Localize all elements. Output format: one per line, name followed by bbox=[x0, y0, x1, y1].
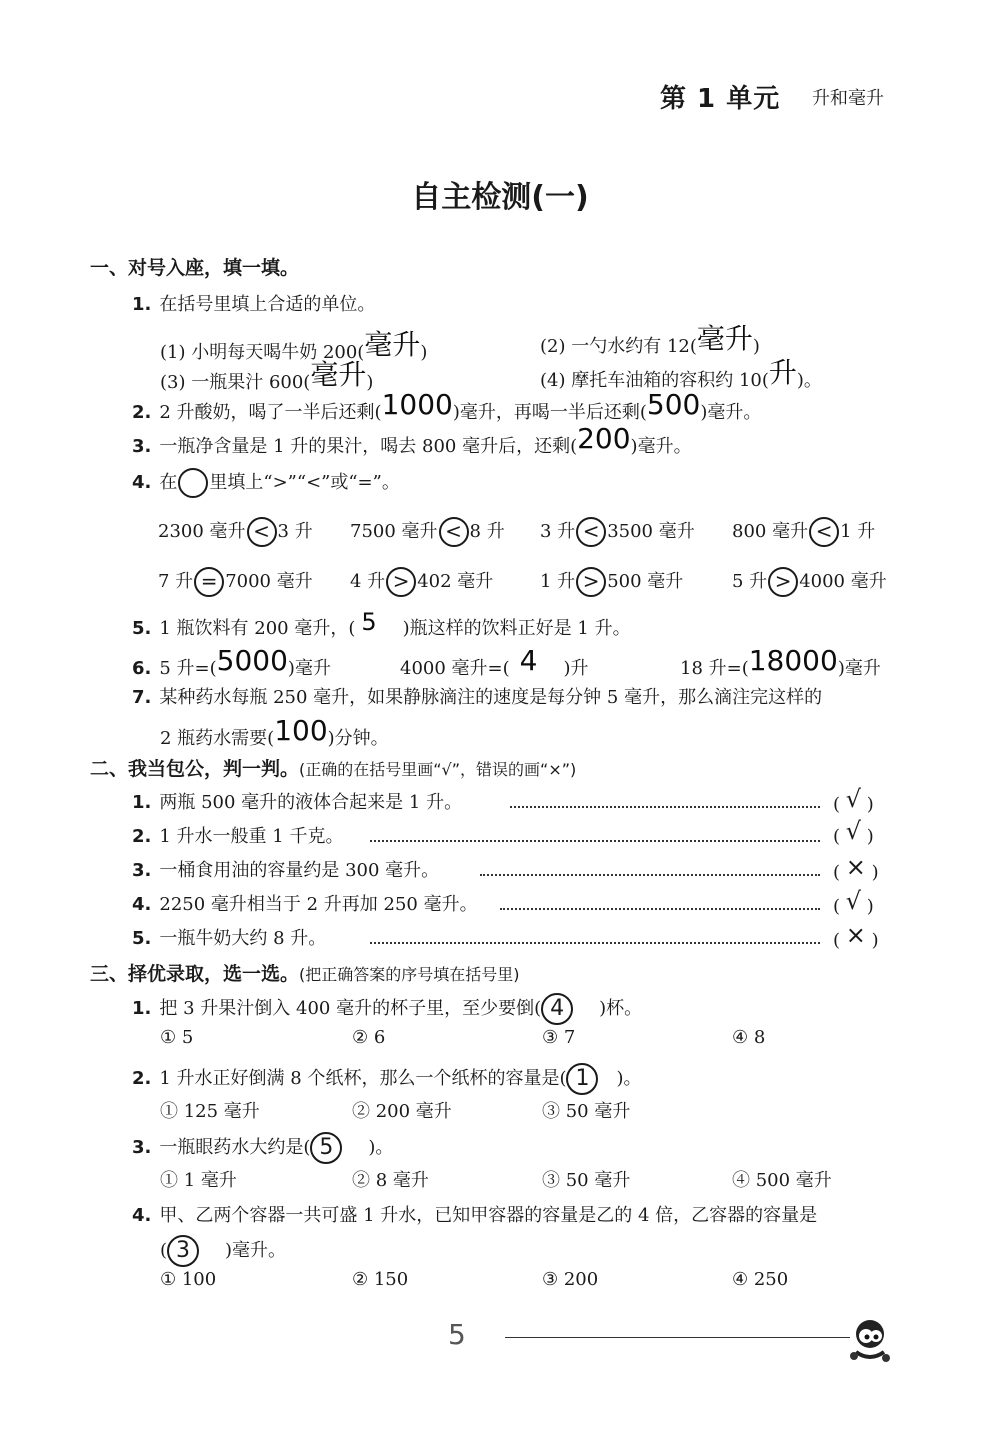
option: ① 1 毫升 bbox=[160, 1170, 237, 1191]
footer-rule bbox=[505, 1337, 850, 1338]
option: ② 6 bbox=[352, 1027, 386, 1048]
s1-q6-b: 4000 毫升=( 4 )升 bbox=[400, 644, 589, 679]
option: ① 125 毫升 bbox=[160, 1101, 260, 1122]
compare-item: 4 升 > 402 毫升 bbox=[350, 567, 493, 597]
option: ② 150 bbox=[352, 1269, 409, 1290]
dotted-leader bbox=[500, 908, 820, 910]
circled-answer: 1 bbox=[566, 1063, 598, 1095]
judge-answer: ( √ ) bbox=[833, 887, 874, 917]
dotted-leader bbox=[510, 806, 820, 808]
handwritten-answer: 18000 bbox=[748, 644, 838, 677]
s1-q2: 2. 2 升酸奶，喝了一半后还剩(1000)毫升，再喝一半后还剩(500)毫升。 bbox=[132, 388, 762, 423]
handwritten-answer: 5000 bbox=[216, 644, 288, 677]
judge-item: 5. 一瓶牛奶大约 8 升。 bbox=[132, 928, 327, 949]
s1-q7-line1: 7. 某种药水每瓶 250 毫升，如果静脉滴注的速度是每分钟 5 毫升，那么滴注完这样的 bbox=[132, 687, 823, 708]
s1-q1-item-2: (2) 一勺水约有 12(毫升) bbox=[540, 322, 760, 357]
handwritten-answer: 1000 bbox=[381, 388, 453, 421]
s1-q7-line2: 2 瓶药水需要(100)分钟。 bbox=[160, 714, 389, 749]
s1-q3: 3. 一瓶净含量是 1 升的果汁，喝去 800 毫升后，还剩(200)毫升。 bbox=[132, 422, 692, 457]
option: ③ 50 毫升 bbox=[542, 1101, 631, 1122]
judge-answer: ( × ) bbox=[833, 921, 879, 951]
judge-answer: ( √ ) bbox=[833, 785, 874, 815]
s1-q1-item-4: (4) 摩托车油箱的容积约 10(升)。 bbox=[540, 356, 822, 391]
handwritten-answer: 100 bbox=[274, 714, 328, 747]
compare-item: 1 升 > 500 毫升 bbox=[540, 567, 683, 597]
option: ① 100 bbox=[160, 1269, 217, 1290]
compare-item: 2300 毫升 < 3 升 bbox=[158, 517, 313, 547]
handwritten-answer: 5 bbox=[361, 608, 377, 636]
judge-answer: ( √ ) bbox=[833, 817, 874, 847]
option: ④ 500 毫升 bbox=[732, 1170, 832, 1191]
s3-q2: 2. 1 升水正好倒满 8 个纸杯，那么一个纸杯的容量是( 1 )。 bbox=[132, 1063, 642, 1095]
option: ② 8 毫升 bbox=[352, 1170, 429, 1191]
circled-answer: 4 bbox=[541, 993, 573, 1025]
s1-q6-a: 6. 5 升=(5000)毫升 bbox=[132, 644, 331, 679]
page-number: 5 bbox=[448, 1318, 466, 1351]
s1-q1-item-3: (3) 一瓶果汁 600(毫升) bbox=[160, 358, 374, 393]
handwritten-answer: 毫升 bbox=[310, 358, 367, 391]
section-2-heading: 二、我当包公，判一判。(正确的在括号里画“√”，错误的画“×”) bbox=[90, 758, 577, 780]
handwritten-answer: 毫升 bbox=[364, 328, 421, 361]
s1-q6-c: 18 升=(18000)毫升 bbox=[680, 644, 881, 679]
s1-q1-item-1: (1) 小明每天喝牛奶 200(毫升) bbox=[160, 328, 428, 363]
handwritten-answer: 500 bbox=[646, 388, 701, 421]
s3-q1: 1. 把 3 升果汁倒入 400 毫升的杯子里，至少要倒( 4 )杯。 bbox=[132, 993, 642, 1025]
s3-q4-line2: ( 3 )毫升。 bbox=[160, 1235, 286, 1267]
s3-q4-line1: 4. 甲、乙两个容器一共可盛 1 升水，已知甲容器的容量是乙的 4 倍，乙容器的容量是 bbox=[132, 1205, 818, 1226]
option: ④ 8 bbox=[732, 1027, 766, 1048]
judge-item: 3. 一桶食用油的容量约是 300 毫升。 bbox=[132, 860, 440, 881]
page-title: 自主检测(一) bbox=[411, 180, 589, 215]
section-3-heading: 三、择优录取，选一选。(把正确答案的序号填在括号里) bbox=[90, 963, 520, 985]
compare-item: 7500 毫升 < 8 升 bbox=[350, 517, 505, 547]
handwritten-answer: 200 bbox=[577, 422, 631, 455]
option: ④ 250 bbox=[732, 1269, 789, 1290]
unit-label: 第 1 单元 bbox=[660, 84, 781, 114]
s3-q3: 3. 一瓶眼药水大约是( 5 )。 bbox=[132, 1132, 393, 1164]
option: ③ 200 bbox=[542, 1269, 599, 1290]
compare-item: 7 升 = 7000 毫升 bbox=[158, 567, 313, 597]
judge-item: 1. 两瓶 500 毫升的液体合起来是 1 升。 bbox=[132, 792, 463, 813]
section-1-heading: 一、对号入座，填一填。 bbox=[90, 257, 300, 279]
handwritten-answer: 升 bbox=[768, 356, 797, 389]
s1-q4-stem: 4. 在 里填上“>”“<”或“=”。 bbox=[132, 468, 400, 498]
judge-item: 4. 2250 毫升相当于 2 升再加 250 毫升。 bbox=[132, 894, 478, 915]
handwritten-answer: 4 bbox=[519, 644, 538, 677]
compare-item: 3 升 < 3500 毫升 bbox=[540, 517, 695, 547]
s1-q5: 5. 1 瓶饮料有 200 毫升，( 5 )瓶这样的饮料正好是 1 升。 bbox=[132, 608, 631, 639]
option: ① 5 bbox=[160, 1027, 194, 1048]
judge-answer: ( × ) bbox=[833, 853, 879, 883]
dotted-leader bbox=[370, 840, 820, 842]
option: ② 200 毫升 bbox=[352, 1101, 452, 1122]
unit-topic: 升和毫升 bbox=[812, 88, 884, 109]
compare-item: 800 毫升 < 1 升 bbox=[732, 517, 875, 547]
compare-item: 5 升 > 4000 毫升 bbox=[732, 567, 887, 597]
judge-item: 2. 1 升水一般重 1 千克。 bbox=[132, 826, 344, 847]
handwritten-answer: 毫升 bbox=[696, 322, 753, 355]
dotted-leader bbox=[370, 942, 820, 944]
option: ③ 7 bbox=[542, 1027, 576, 1048]
option: ③ 50 毫升 bbox=[542, 1170, 631, 1191]
empty-circle-icon bbox=[178, 468, 208, 498]
circled-answer: 5 bbox=[310, 1132, 342, 1164]
mascot-icon bbox=[842, 1310, 902, 1370]
circled-answer: 3 bbox=[167, 1235, 199, 1267]
s1-q1-stem: 1. 在括号里填上合适的单位。 bbox=[132, 294, 376, 315]
dotted-leader bbox=[480, 874, 820, 876]
